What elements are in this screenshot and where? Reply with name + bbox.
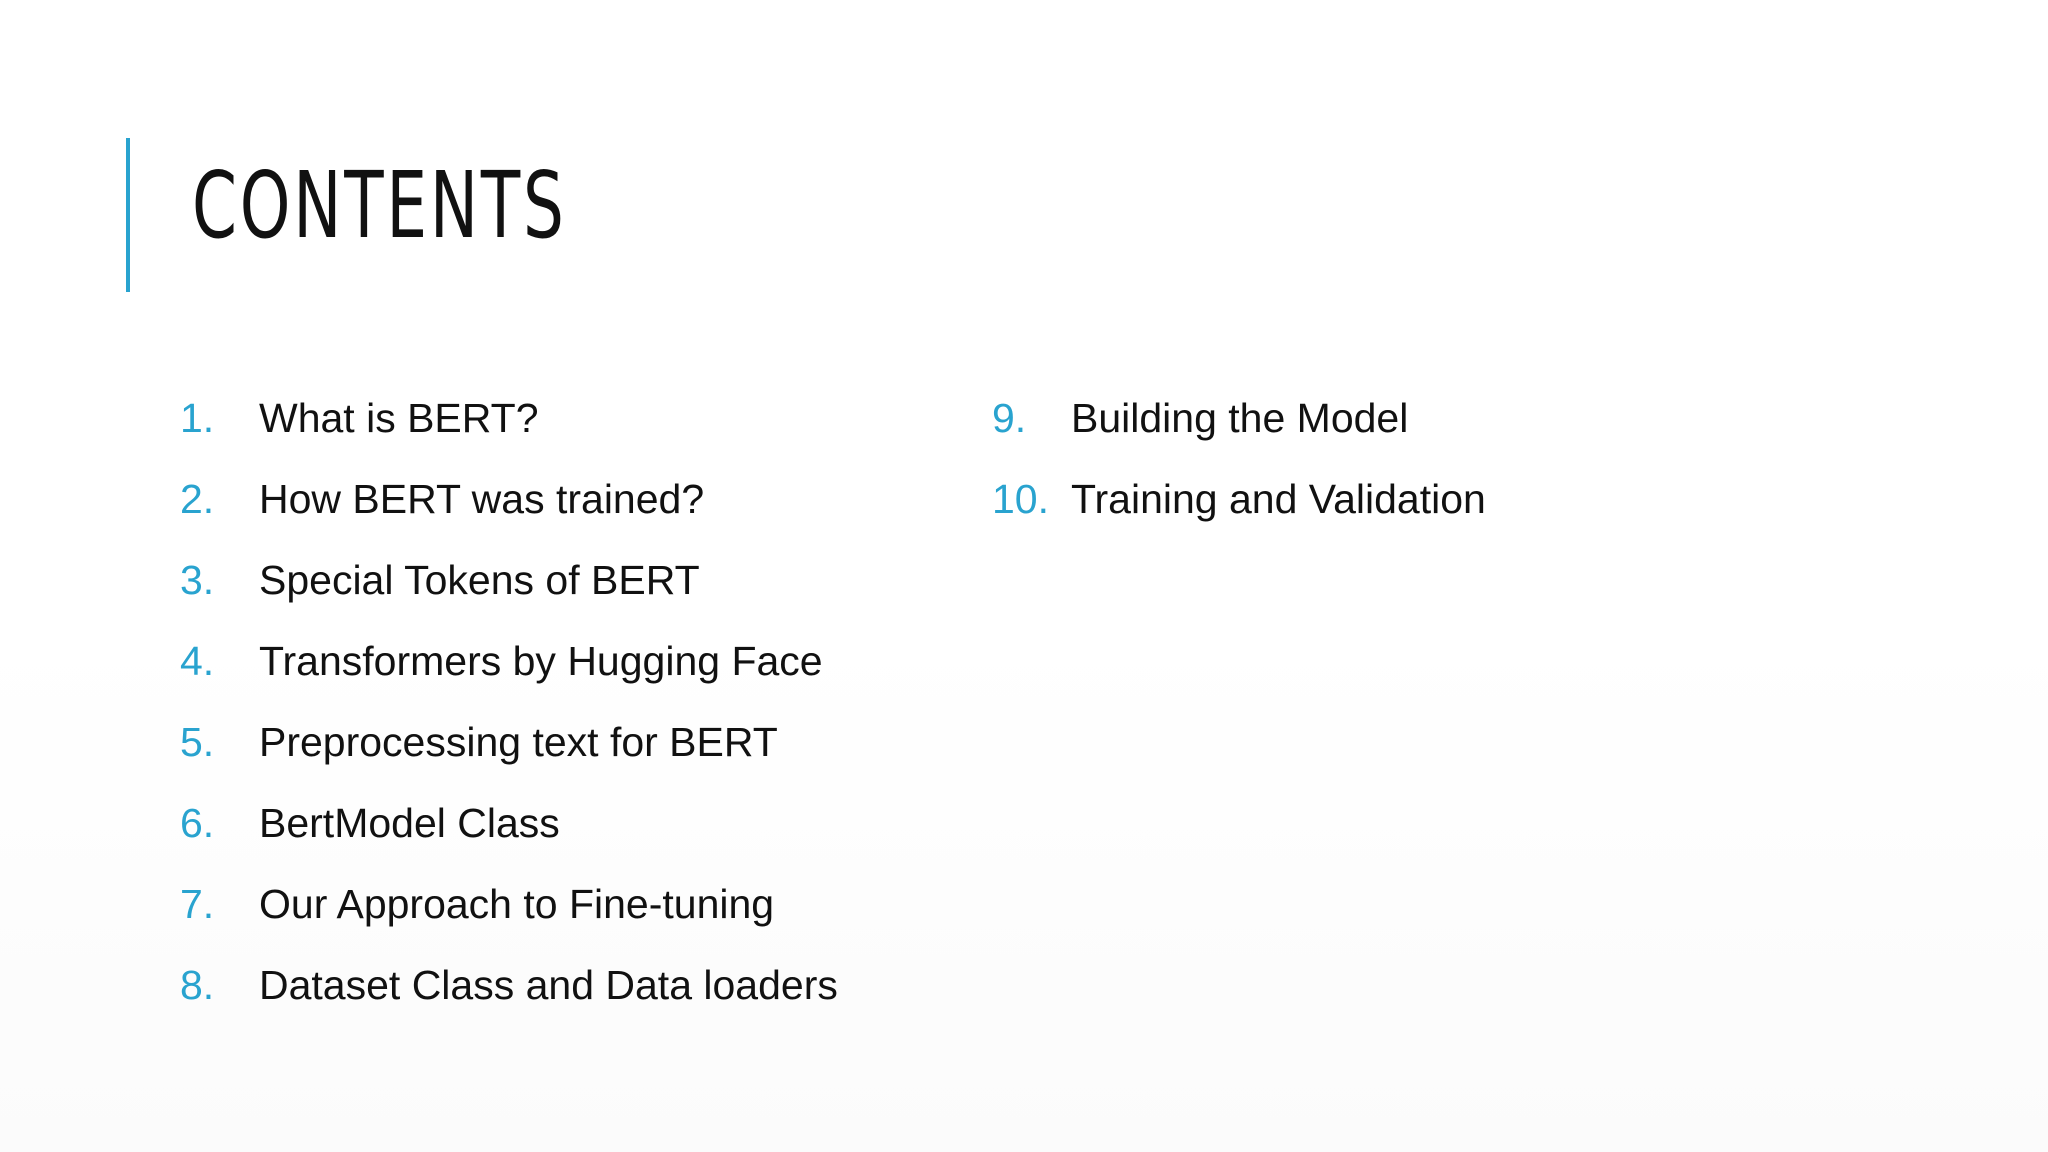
list-item xyxy=(180,554,838,635)
list-item-number: 10. xyxy=(992,476,1049,522)
list-item-text: Dataset Class and Data loaders xyxy=(259,962,838,1008)
contents-list-left xyxy=(180,392,838,1040)
list-item-number: 4. xyxy=(180,638,215,684)
list-item xyxy=(180,392,838,473)
list-item-number: 3. xyxy=(180,557,215,603)
list-item-text: Transformers by Hugging Face xyxy=(259,638,823,684)
list-item xyxy=(992,392,1486,473)
list-item xyxy=(180,959,838,1040)
slide-title: CONTENTS xyxy=(192,152,567,259)
list-item xyxy=(180,878,838,959)
list-item-text: What is BERT? xyxy=(259,395,539,441)
list-item-text: Our Approach to Fine-tuning xyxy=(259,881,775,927)
list-item-text: Training and Validation xyxy=(1071,476,1486,522)
list-item-number: 6. xyxy=(180,800,215,846)
list-item xyxy=(180,797,838,878)
list-item-number: 1. xyxy=(180,395,215,441)
title-accent-bar xyxy=(126,138,130,292)
contents-list-right xyxy=(992,392,1486,554)
list-item xyxy=(992,473,1486,554)
list-item xyxy=(180,716,838,797)
list-item-number: 8. xyxy=(180,962,215,1008)
list-item-number: 5. xyxy=(180,719,215,765)
list-item-number: 7. xyxy=(180,881,215,927)
list-item-text: Building the Model xyxy=(1071,395,1409,441)
list-item-number: 9. xyxy=(992,395,1027,441)
list-item-number: 2. xyxy=(180,476,215,522)
list-item-text: Special Tokens of BERT xyxy=(259,557,700,603)
list-item xyxy=(180,635,838,716)
list-item-text: Preprocessing text for BERT xyxy=(259,719,778,765)
list-item-text: BertModel Class xyxy=(259,800,560,846)
list-item xyxy=(180,473,838,554)
list-item-text: How BERT was trained? xyxy=(259,476,705,522)
